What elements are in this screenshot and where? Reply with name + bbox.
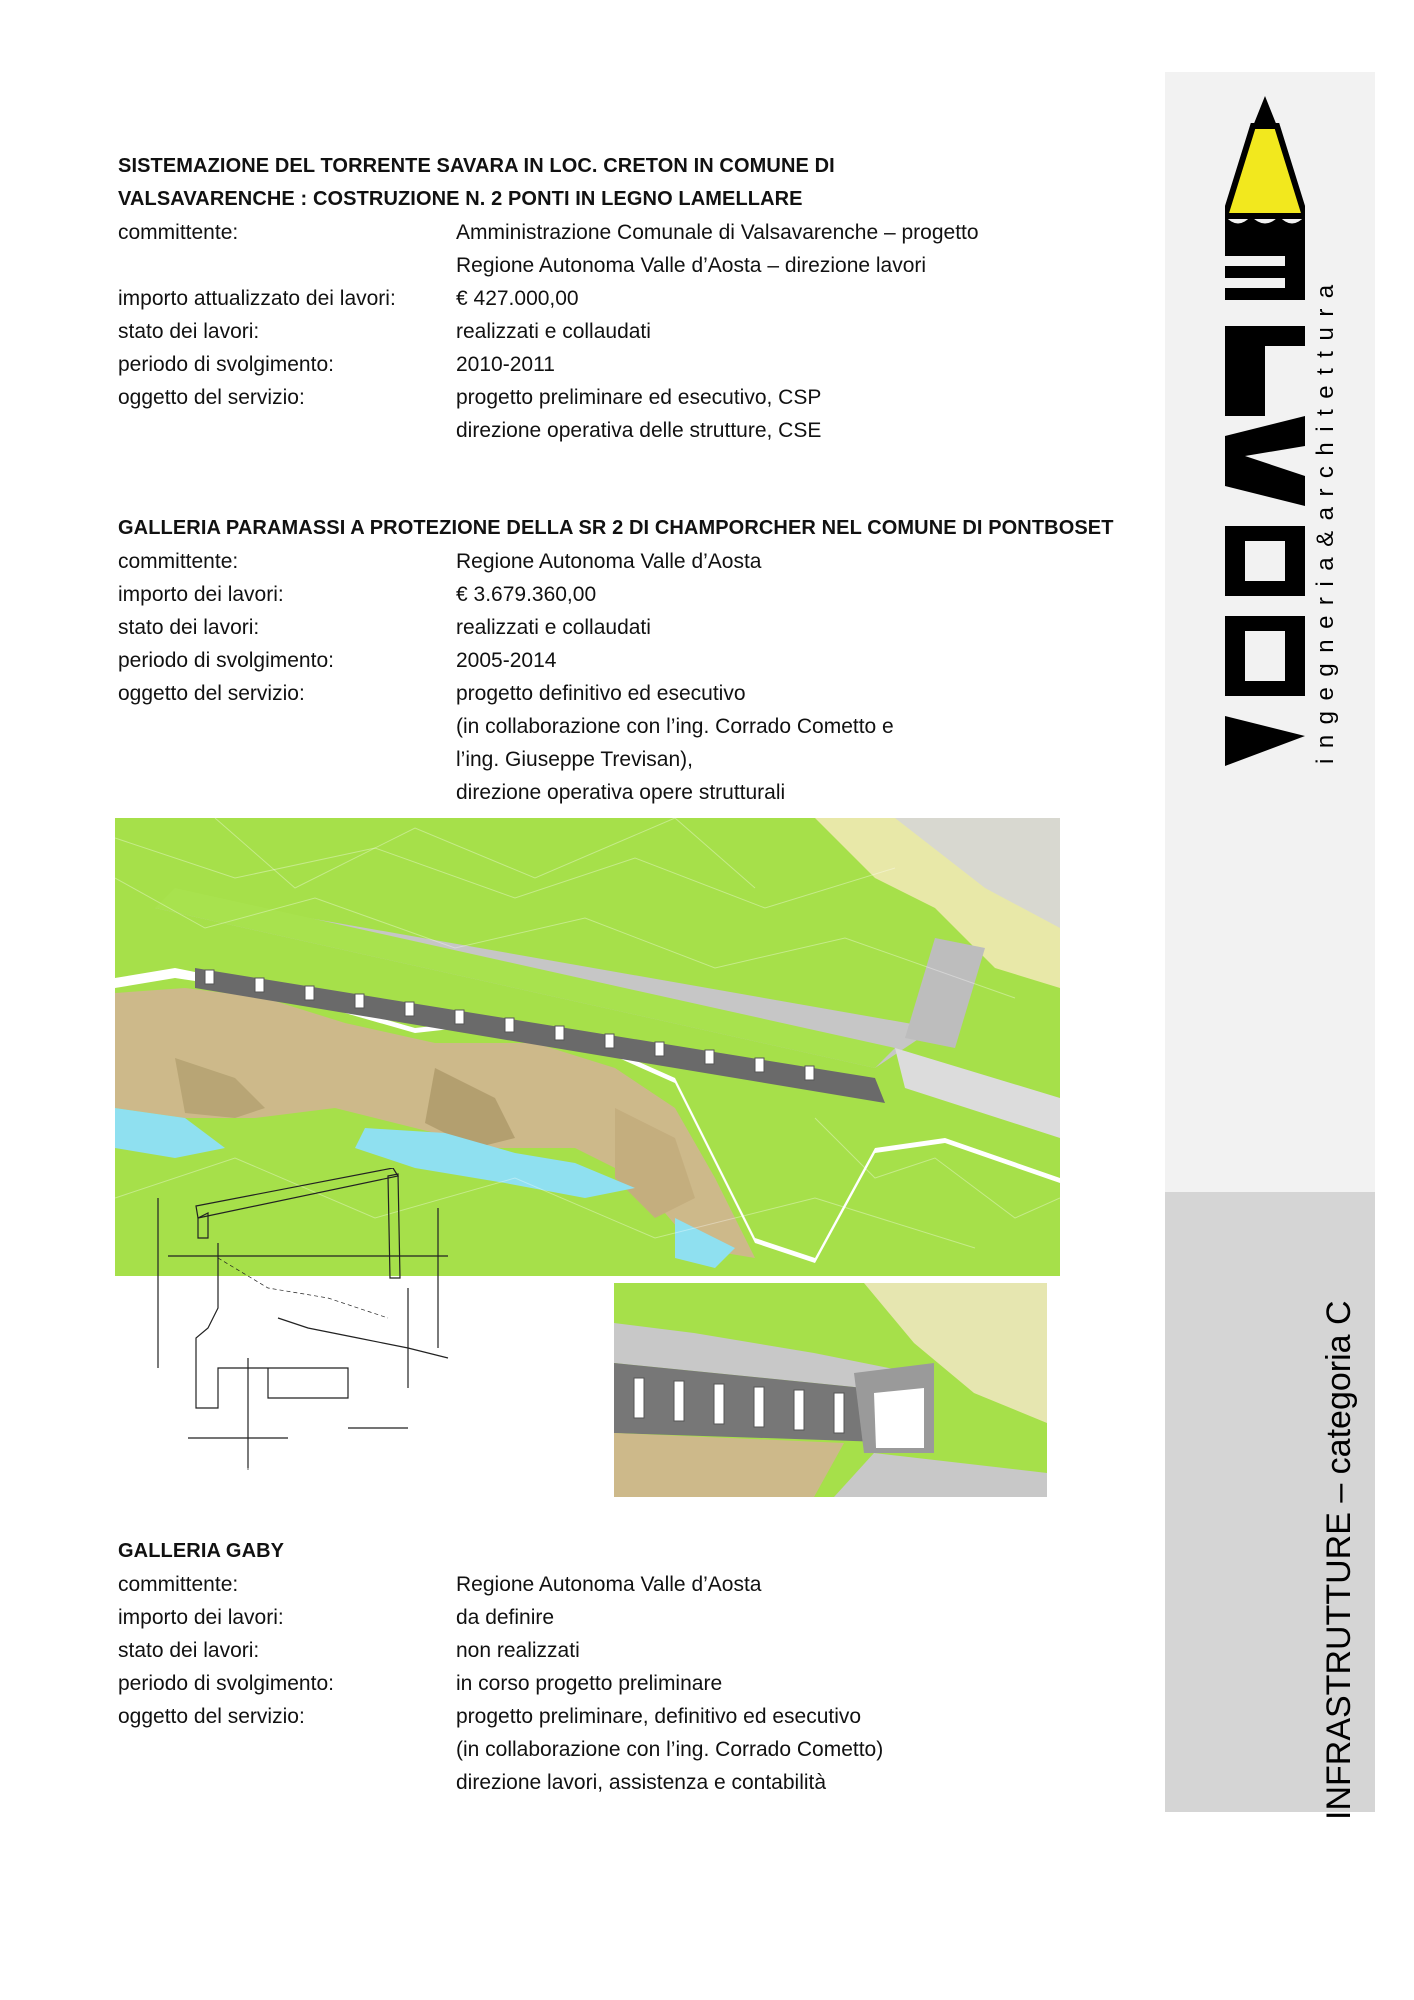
row-committente <box>118 545 1158 578</box>
row-value: direzione operativa delle strutture, CSE <box>456 419 822 442</box>
row-periodo <box>118 644 1158 677</box>
row-value: (in collaborazione con l’ing. Corrado Cometto e <box>456 715 894 738</box>
row-label: oggetto del servizio: <box>118 1705 305 1728</box>
row-value: direzione lavori, assistenza e contabilità <box>456 1771 827 1794</box>
row-value: progetto preliminare, definitivo ed esecutivo <box>456 1705 862 1728</box>
row-importo <box>118 282 1158 315</box>
row-oggetto <box>118 381 1158 447</box>
company-logo <box>1225 96 1305 766</box>
category-text: INFRASTRUTTURE – categoria C <box>1320 1300 1358 1820</box>
row-value: Regione Autonoma Valle d’Aosta <box>456 1573 762 1596</box>
row-label: periodo di svolgimento: <box>118 1672 334 1695</box>
row-oggetto <box>118 677 1158 809</box>
row-value: (in collaborazione con l’ing. Corrado Cometto) <box>456 1738 884 1761</box>
title-line: VALSAVARENCHE : COSTRUZIONE N. 2 PONTI IN LEGNO LAMELLARE <box>118 188 803 210</box>
row-value: 2010-2011 <box>456 353 555 376</box>
row-value: 2005-2014 <box>456 649 557 672</box>
cross-section-drawing <box>148 1168 528 1486</box>
row-label: stato dei lavori: <box>118 1639 260 1662</box>
row-value: Regione Autonoma Valle d’Aosta <box>456 550 762 573</box>
tagline-text: ingegneria&architettura <box>1312 274 1339 764</box>
row-label: oggetto del servizio: <box>118 682 305 705</box>
row-label: oggetto del servizio: <box>118 386 305 409</box>
row-periodo <box>118 1667 1158 1700</box>
title-line: SISTEMAZIONE DEL TORRENTE SAVARA IN LOC. CRETON IN COMUNE DI <box>118 155 835 177</box>
row-value: non realizzati <box>456 1639 580 1662</box>
row-stato <box>118 315 1158 348</box>
row-stato <box>118 1634 1158 1667</box>
project-2 <box>118 512 1158 809</box>
row-committente <box>118 216 1158 282</box>
project-3 <box>118 1535 1158 1799</box>
row-committente <box>118 1568 1158 1601</box>
row-label: committente: <box>118 221 239 244</box>
row-label: stato dei lavori: <box>118 320 260 343</box>
row-label: periodo di svolgimento: <box>118 353 334 376</box>
row-label: committente: <box>118 1573 239 1596</box>
row-importo <box>118 1601 1158 1634</box>
row-value: Amministrazione Comunale di Valsavarenche – progetto <box>456 221 979 244</box>
project-1-title <box>118 150 1158 216</box>
row-value: realizzati e collaudati <box>456 616 651 639</box>
row-value: realizzati e collaudati <box>456 320 651 343</box>
row-value: Regione Autonoma Valle d’Aosta – direzione lavori <box>456 254 927 277</box>
project-1 <box>118 150 1158 447</box>
row-value: l’ing. Giuseppe Trevisan), <box>456 748 693 771</box>
row-label: importo dei lavori: <box>118 583 284 606</box>
row-value: € 427.000,00 <box>456 287 579 310</box>
row-stato <box>118 611 1158 644</box>
row-value: progetto preliminare ed esecutivo, CSP <box>456 386 822 409</box>
tunnel-portal-render <box>614 1283 1047 1497</box>
row-value: € 3.679.360,00 <box>456 583 597 606</box>
row-oggetto <box>118 1700 1158 1799</box>
row-value: progetto definitivo ed esecutivo <box>456 682 746 705</box>
project-2-title: GALLERIA PARAMASSI A PROTEZIONE DELLA SR 2 DI CHAMPORCHER NEL COMUNE DI PONTBOSET <box>118 517 1114 539</box>
row-importo <box>118 578 1158 611</box>
row-value: da definire <box>456 1606 555 1629</box>
row-label: periodo di svolgimento: <box>118 649 334 672</box>
row-label: committente: <box>118 550 239 573</box>
row-label: stato dei lavori: <box>118 616 260 639</box>
project-3-title: GALLERIA GABY <box>118 1540 285 1562</box>
row-value: in corso progetto preliminare <box>456 1672 723 1695</box>
row-label: importo dei lavori: <box>118 1606 284 1629</box>
row-value: direzione operativa opere strutturali <box>456 781 786 804</box>
row-label: importo attualizzato dei lavori: <box>118 287 396 310</box>
row-periodo <box>118 348 1158 381</box>
